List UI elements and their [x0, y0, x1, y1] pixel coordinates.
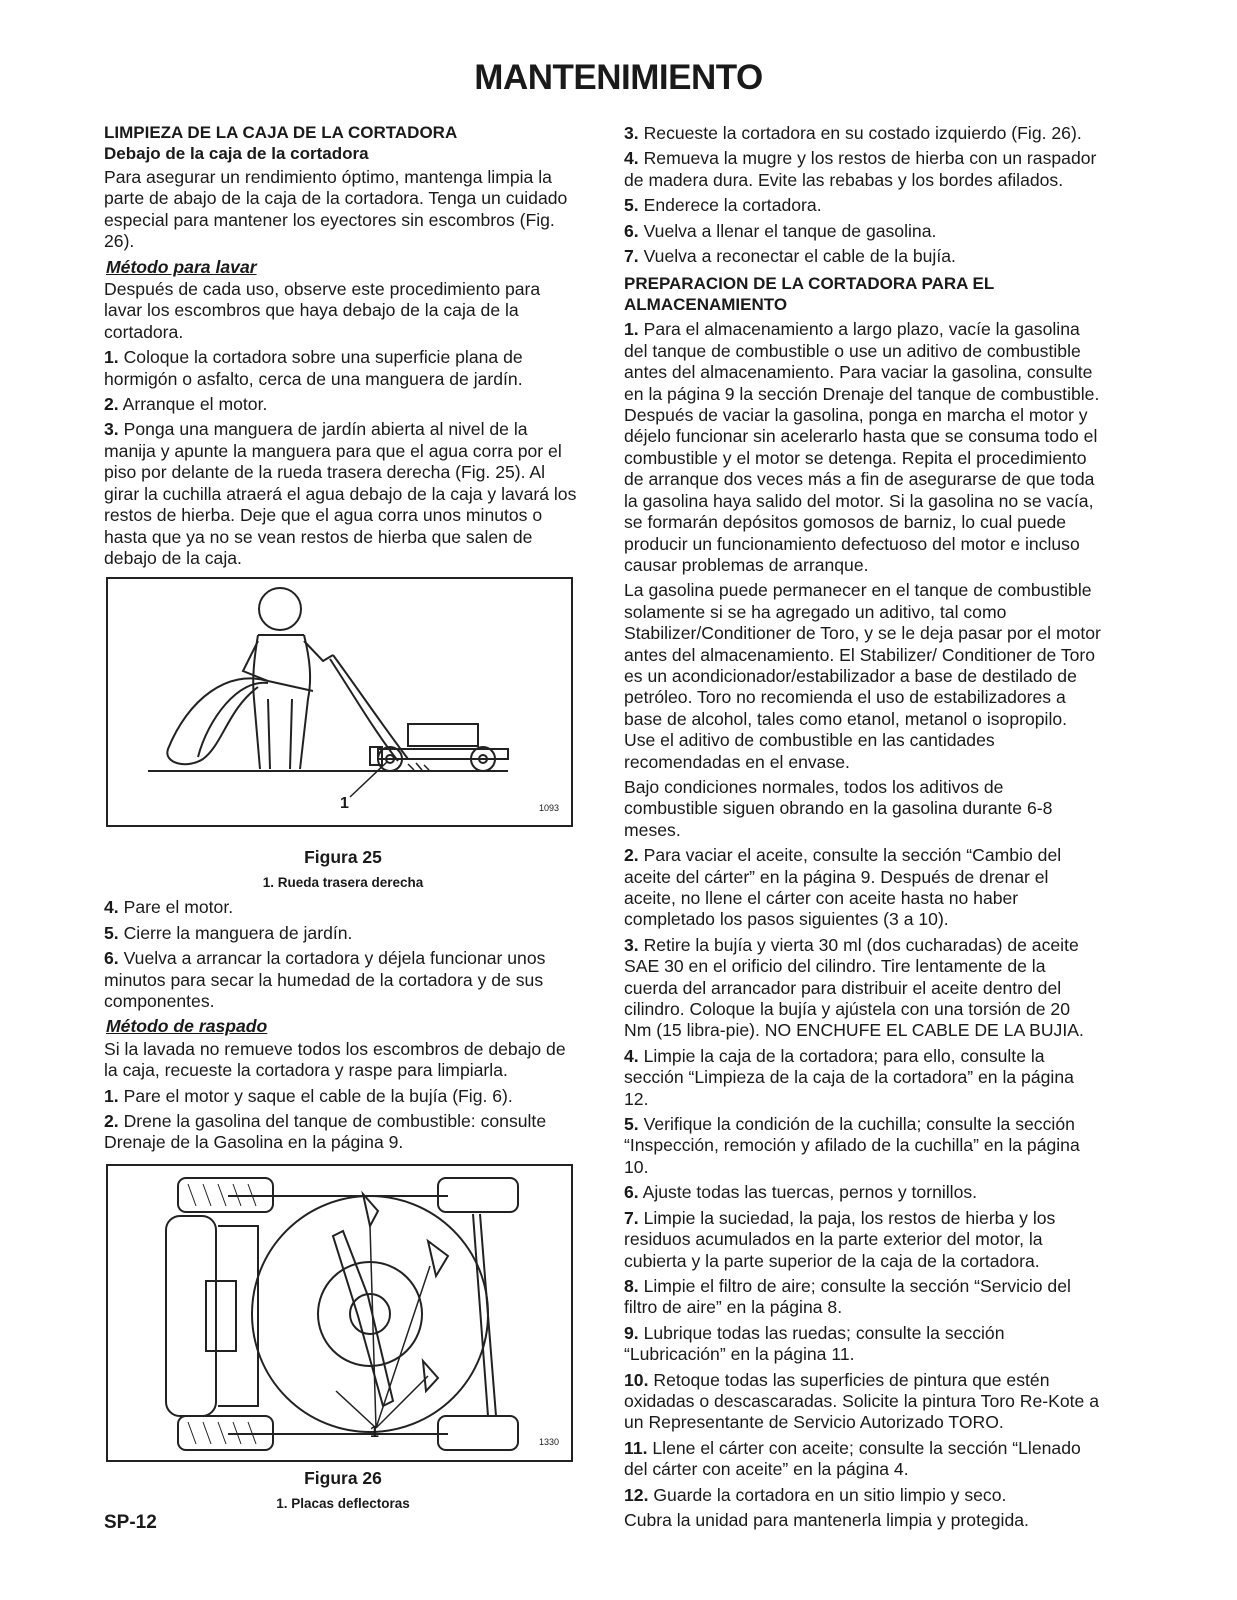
- list-item: 5. Enderece la cortadora.: [624, 195, 822, 216]
- list-item: 9. Lubrique todas las ruedas; consulte la sección “Lubricación” en la página 11.: [624, 1322, 1005, 1365]
- list-item: 6. Ajuste todas las tuercas, pernos y tornillos.: [624, 1182, 978, 1203]
- list-item: 11. Llene el cárter con aceite; consulte la sección “Llenado del cárter con aceite” en la página 4.: [624, 1437, 1081, 1480]
- figure-26-callout: 1: [370, 1423, 379, 1441]
- scrape-method-heading: Método de raspado: [106, 1016, 268, 1037]
- list-item: 1. Coloque la cortadora sobre una superficie plana de hormigón o asfalto, cerca de una manguera de jardín.: [104, 347, 523, 389]
- figure-26: [106, 1164, 573, 1462]
- paragraph: La gasolina puede permanecer en el tanque de combustible solamente si se ha agregado un aditivo, tal como Stabilizer/Conditioner de Toro, y se le deja pasar por el motor antes del almacenamiento. El Stabilizer/ Conditioner de Toro es un acondicionador/estabilizador a base de destilado de petróleo. Toro no recomienda el uso de estabilizadores a base de alcohol, tales como etanol, metanol o isopropilo. Use el aditivo de combustible en las cantidades recomendadas en el envase.: [624, 580, 1101, 772]
- list-item: 10. Retoque todas las superficies de pintura que estén oxidadas o descascaradas. Solicite la pintura Toro Re-Kote a un Representante de Servicio Autorizado TORO.: [624, 1369, 1099, 1433]
- wash-method-heading: Método para lavar: [106, 256, 257, 277]
- list-item: 12. Guarde la cortadora en un sitio limpio y seco.: [624, 1484, 1007, 1505]
- list-item: 4. Remueva la mugre y los restos de hierba con un raspador de madera dura. Evite las rebabas y los bordes afilados.: [624, 148, 1097, 190]
- list-item: 7. Vuelva a reconectar el cable de la bujía.: [624, 246, 956, 267]
- list-item: 2. Drene la gasolina del tanque de combustible: consulte Drenaje de la Gasolina en la página 9.: [104, 1110, 547, 1153]
- figure-26-caption: 1. Placas deflectoras: [276, 1495, 410, 1511]
- figure-26-code: 1330: [538, 1437, 559, 1448]
- list-item: 6. Vuelva a llenar el tanque de gasolina.: [624, 220, 937, 241]
- list-item: 2. Arranque el motor.: [104, 394, 268, 415]
- list-item: 7. Limpie la suciedad, la paja, los restos de hierba y los residuos acumulados en la parte exterior del motor, la cubierta y la parte superior de la caja de la cortadora.: [624, 1207, 1056, 1271]
- wash-intro-paragraph: Después de cada uso, observe este procedimiento para lavar los escombros que haya debajo de la caja de la cortadora.: [104, 279, 541, 342]
- list-item: 2. Para vaciar el aceite, consulte la sección “Cambio del aceite del cárter” en la página 9. Después de drenar el aceite, no llene el cárter con aceite hasta no haber completado los pasos siguientes (3 a 10).: [624, 845, 1062, 930]
- list-item: 8. Limpie el filtro de aire; consulte la sección “Servicio del filtro de aire” en la página 8.: [624, 1275, 1071, 1318]
- figure-25: [106, 577, 573, 827]
- list-item: 3. Retire la bujía y vierta 30 ml (dos cucharadas) de aceite SAE 30 en el orificio del cilindro. Tire lentamente de la cuerda del arrancador para distribuir el aceite dentro del cilindro. Coloque la bujía y ajústela con una torsión de 20 Nm (15 libra-pie). NO ENCHUFE EL CABLE DE LA BUJIA.: [624, 934, 1084, 1041]
- section-heading-storage: PREPARACION DE LA CORTADORA PARA EL ALMACENAMIENTO: [624, 274, 994, 314]
- list-item: 1. Para el almacenamiento a largo plazo, vacíe la gasolina del tanque de combustible o use un aditivo de combustible antes del almacenamiento. Para vaciar la gasolina, consulte en la página 9 la sección Drenaje del tanque de combustible. Después de vaciar la gasolina, ponga en marcha el motor y déjelo funcionar sin acelerarlo hasta que se consuma todo el combustible y el motor se detenga. Repita el procedimiento de arranque dos veces más a fin de asegurarse de que toda la gasolina haya salido del motor. Si la gasolina no se vacía, se formarán depósitos gomosos de barniz, lo cual puede producir un funcionamiento defectuoso del motor e incluso causar problemas de arranque.: [624, 319, 1100, 575]
- figure-25-illustration: [108, 579, 571, 825]
- page-title: MANTENIMIENTO: [474, 58, 763, 97]
- list-item: 3. Ponga una manguera de jardín abierta al nivel de la manija y apunte la manguera para que el agua corra por el piso por delante de la rueda trasera derecha (Fig. 25). Al girar la cuchilla atraerá el agua debajo de la caja y lavará los restos de hierba. Deje que el agua corra unos minutos o hasta que ya no se vean restos de hierba que salen de debajo de la caja.: [104, 419, 577, 568]
- list-item: 6. Vuelva a arrancar la cortadora y déjela funcionar unos minutos para secar la humedad de la cortadora y de sus componentes.: [104, 948, 546, 1011]
- intro-paragraph: Para asegurar un rendimiento óptimo, mantenga limpia la parte de abajo de la caja de la cortadora. Tenga un cuidado especial para mantener los eyectores sin escombros (Fig. 26).: [104, 167, 568, 252]
- paragraph: Bajo condiciones normales, todos los aditivos de combustible siguen obrando en la gasolina durante 6-8 meses.: [624, 776, 1053, 840]
- left-column: [104, 123, 582, 1512]
- closing-paragraph: Cubra la unidad para mantenerla limpia y protegida.: [624, 1509, 1029, 1530]
- figure-25-code: 1093: [538, 802, 559, 813]
- subheading-underside: Debajo de la caja de la cortadora: [104, 143, 369, 163]
- list-item: 4. Limpie la caja de la cortadora; para ello, consulte la sección “Limpieza de la caja de la cortadora” en la página 12.: [624, 1045, 1074, 1109]
- list-item: 4. Pare el motor.: [104, 897, 234, 918]
- list-item: 5. Verifique la condición de la cuchilla; consulte la sección “Inspección, remoción y afilado de la cuchilla” en la página 10.: [624, 1114, 1080, 1177]
- figure-26-illustration: [108, 1166, 571, 1460]
- scrape-intro-paragraph: Si la lavada no remueve todos los escombros de debajo de la caja, recueste la cortadora y raspe para limpiarla.: [104, 1038, 566, 1081]
- list-item: 3. Recueste la cortadora en su costado izquierdo (Fig. 26).: [624, 123, 1082, 143]
- page-number: SP-12: [104, 1512, 157, 1533]
- list-item: 5. Cierre la manguera de jardín.: [104, 922, 353, 943]
- figure-25-caption: 1. Rueda trasera derecha: [262, 875, 424, 891]
- list-item: 1. Pare el motor y saque el cable de la bujía (Fig. 6).: [104, 1085, 513, 1106]
- figure-25-title: Figura 25: [304, 847, 382, 868]
- section-heading-cleaning: LIMPIEZA DE LA CAJA DE LA CORTADORA: [104, 123, 458, 142]
- figure-25-callout: 1: [340, 795, 349, 813]
- right-column: [624, 123, 1102, 1535]
- figure-26-title: Figura 26: [304, 1467, 382, 1488]
